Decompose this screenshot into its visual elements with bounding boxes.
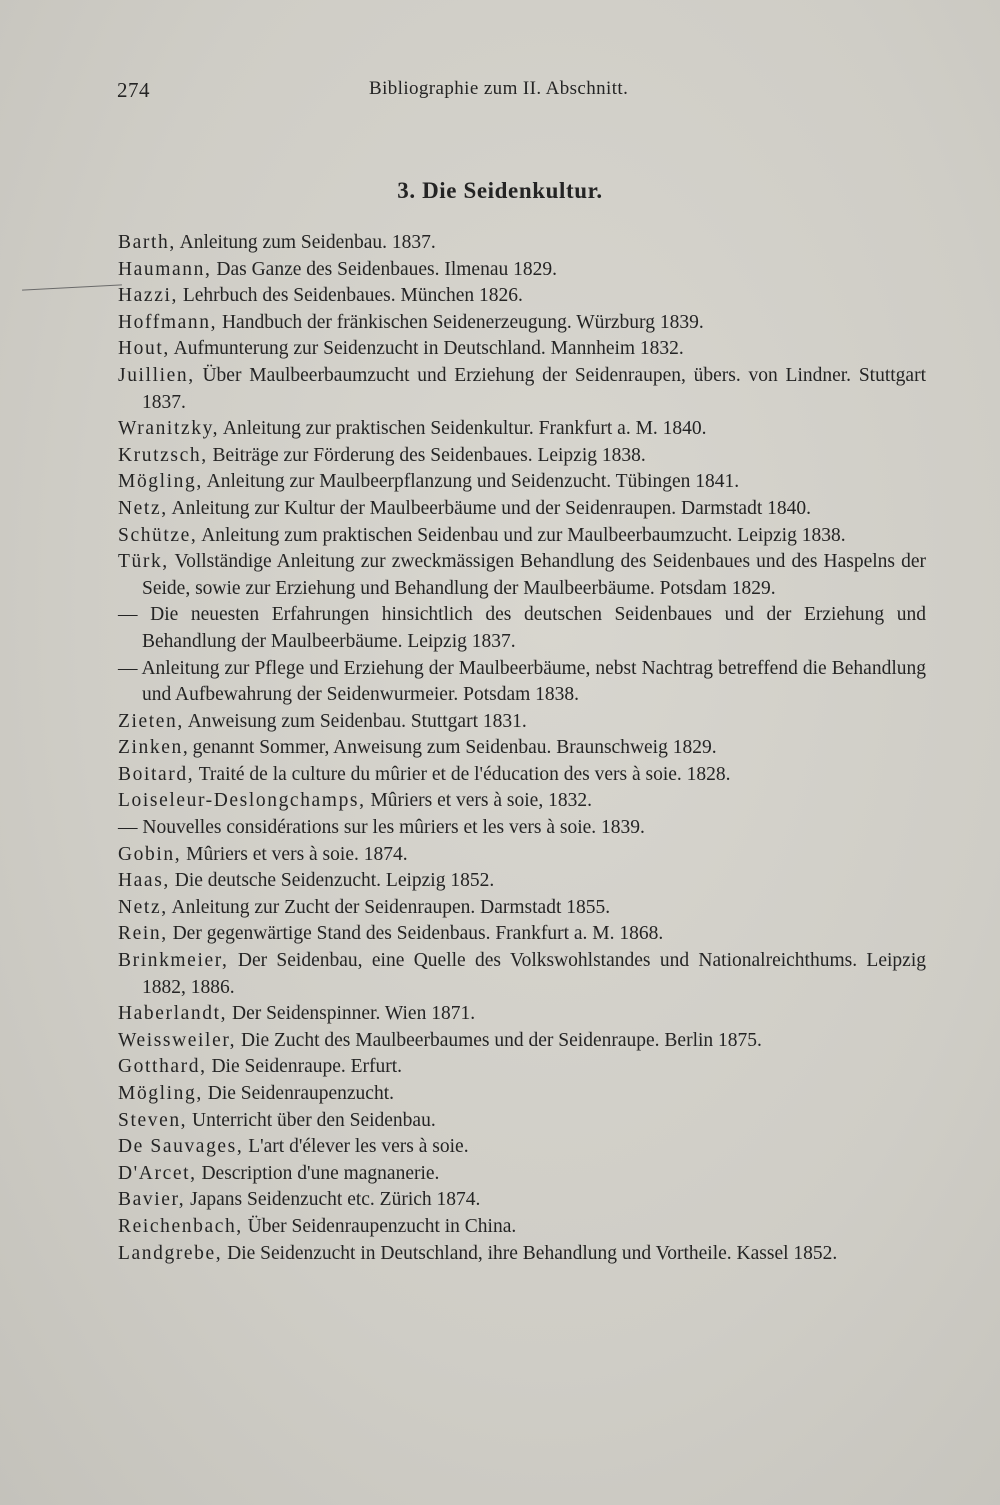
bibliography-entry — [118, 868, 926, 895]
entry-author: Loiseleur-Deslongchamps, — [118, 790, 366, 812]
bibliography-entry — [118, 842, 926, 869]
entry-text: Vollständige Anleitung zur zweckmässigen Behandlung des Seidenbaues und des Haspelns der Seide, sowie zur Erziehung und Behandlung der Maulbeerbäume. Potsdam 1829. — [142, 551, 926, 599]
bibliography-entry — [118, 1187, 926, 1214]
entry-text: Traité de la culture du mûrier et de l'éducation des vers à soie. 1828. — [194, 763, 731, 785]
bibliography-entry — [118, 948, 926, 1001]
bibliography-entry — [118, 283, 926, 310]
entry-text: Anleitung zur Zucht der Seidenraupen. Darmstadt 1855. — [167, 896, 611, 918]
entry-text: Anleitung zur praktischen Seidenkultur. Frankfurt a. M. 1840. — [219, 418, 707, 440]
entry-text: Anleitung zur Maulbeerpflanzung und Seidenzucht. Tübingen 1841. — [202, 471, 740, 493]
bibliography-entry — [118, 416, 926, 443]
entry-author: D'Arcet, — [118, 1162, 197, 1184]
entry-text: Die Seidenzucht in Deutschland, ihre Behandlung und Vortheile. Kassel 1852. — [222, 1242, 838, 1264]
bibliography-entry — [118, 602, 926, 655]
bibliography-entry — [118, 656, 926, 709]
bibliography-entry — [118, 1054, 926, 1081]
bibliography-entry — [118, 363, 926, 416]
bibliography-entry — [118, 469, 926, 496]
entry-author: Mögling, — [118, 1083, 203, 1104]
entry-text: Beiträge zur Förderung des Seidenbaues. Leipzig 1838. — [207, 444, 646, 466]
bibliography-entry — [118, 709, 926, 736]
entry-text: — Anleitung zur Pflege und Erziehung der Maulbeerbäume, nebst Nachtrag betreffend die Behandlung und Aufbewahrung der Seidenwurmeier. Potsdam 1838. — [118, 657, 926, 706]
bibliography-entry — [118, 735, 926, 762]
entry-text: Mûriers et vers à soie, 1832. — [365, 790, 592, 812]
entry-text: Über Maulbeerbaumzucht und Erziehung der Seidenraupen, übers. von Lindner. Stuttgart 1837. — [142, 364, 926, 413]
entry-author: Gobin, — [118, 843, 182, 865]
entry-text: Anweisung zum Seidenbau. Stuttgart 1831. — [183, 710, 527, 732]
bibliography-entry — [118, 257, 926, 284]
bibliography-entry — [118, 895, 926, 922]
entry-text: Die Seidenraupenzucht. — [202, 1083, 394, 1104]
bibliography-entry — [118, 549, 926, 602]
section-title: 3. Die Seidenkultur. — [397, 178, 603, 203]
bibliography-entry — [118, 788, 926, 815]
entry-author: Hazzi, — [118, 285, 178, 307]
entry-text: Der gegenwärtige Stand des Seidenbaus. Frankfurt a. M. 1868. — [167, 923, 664, 945]
entry-author: Boitard, — [118, 763, 195, 785]
entry-text: — Nouvelles considérations sur les mûriers et les vers à soie. 1839. — [118, 817, 645, 839]
bibliography-entry — [118, 1161, 926, 1188]
entry-author: Reichenbach, — [118, 1215, 243, 1237]
entry-text: Mûriers et vers à soie. 1874. — [181, 843, 408, 865]
entry-text: Unterricht über den Seidenbau. — [187, 1109, 436, 1131]
bibliography-entry — [118, 523, 926, 550]
entry-author: Barth, — [118, 232, 176, 253]
bibliography-entry — [118, 1108, 926, 1135]
entry-text: Anleitung zur Kultur der Maulbeerbäume und der Seidenraupen. Darmstadt 1840. — [167, 497, 812, 519]
entry-author: Weissweiler, — [118, 1029, 237, 1051]
entry-author: Steven, — [118, 1109, 188, 1131]
entry-author: De Sauvages, — [118, 1136, 244, 1158]
entry-text: — Die neuesten Erfahrungen hinsichtlich des deutschen Seidenbaues und der Erziehung und Behandlung der Maulbeerbäume. Leipzig 1837. — [118, 604, 926, 652]
bibliography-entry — [118, 1241, 926, 1268]
page-number: 274 — [117, 78, 150, 102]
entry-author: Haberlandt, — [118, 1003, 228, 1025]
bibliography-entry — [118, 1001, 926, 1028]
entry-author: Zieten, — [118, 710, 184, 732]
entry-author: Haumann, — [118, 258, 212, 280]
entry-text: Die deutsche Seidenzucht. Leipzig 1852. — [169, 870, 495, 892]
running-head: Bibliographie zum II. Abschnitt. — [369, 78, 629, 99]
bibliography-entry — [118, 443, 926, 470]
entry-text: Die Seidenraupe. Erfurt. — [206, 1056, 403, 1078]
entry-text: Lehrbuch des Seidenbaues. München 1826. — [177, 285, 523, 307]
bibliography-entry — [118, 921, 926, 948]
entry-text: Description d'une magnanerie. — [196, 1162, 440, 1184]
entry-author: Krutzsch, — [118, 444, 208, 466]
entry-text: Der Seidenspinner. Wien 1871. — [227, 1003, 476, 1025]
entry-author: Netz, — [118, 896, 168, 918]
entry-text: Der Seidenbau, eine Quelle des Volkswohlstandes und Nationalreichthums. Leipzig 1882, 1886. — [142, 950, 926, 998]
entry-author: Brinkmeier, — [118, 950, 229, 972]
entry-author: Wranitzky, — [118, 418, 220, 440]
entry-author: Rein, — [118, 923, 168, 945]
entry-author: Türk, — [118, 551, 169, 573]
entry-text: L'art d'élever les vers à soie. — [243, 1136, 469, 1158]
bibliography-entry — [118, 815, 926, 842]
bibliography-entry — [118, 1028, 926, 1055]
entry-text: Anleitung zum Seidenbau. 1837. — [175, 232, 436, 253]
entry-author: Gotthard, — [118, 1056, 207, 1078]
bibliography-entry — [118, 496, 926, 523]
entry-author: Netz, — [118, 497, 168, 519]
bibliography-entry — [118, 1214, 926, 1241]
entry-author: Hout, — [118, 338, 170, 360]
bibliography-entry — [118, 762, 926, 789]
entry-text: , genannt Sommer, Anweisung zum Seidenbau. Braunschweig 1829. — [182, 737, 717, 759]
entry-author: Schütze, — [118, 524, 198, 546]
margin-pencil-mark — [22, 284, 122, 290]
entry-text: Handbuch der fränkischen Seidenerzeugung. Würzburg 1839. — [217, 311, 704, 333]
bibliography-list — [118, 230, 926, 1267]
page-header — [117, 78, 907, 108]
entry-text: Anleitung zum praktischen Seidenbau und zur Maulbeerbaumzucht. Leipzig 1838. — [197, 524, 846, 546]
bibliography-entry — [118, 336, 926, 363]
entry-text: Japans Seidenzucht etc. Zürich 1874. — [185, 1189, 481, 1211]
bibliography-entry — [118, 230, 926, 257]
entry-text: Über Seidenraupenzucht in China. — [242, 1215, 517, 1237]
entry-author: Hoffmann, — [118, 311, 218, 333]
entry-text: Das Ganze des Seidenbaues. Ilmenau 1829. — [211, 258, 557, 280]
bibliography-entry — [118, 1081, 926, 1108]
entry-text: Die Zucht des Maulbeerbaumes und der Seidenraupe. Berlin 1875. — [236, 1029, 762, 1051]
entry-author: Juillien, — [118, 364, 195, 386]
entry-author: Mögling, — [118, 471, 203, 493]
entry-author: Landgrebe, — [118, 1242, 223, 1264]
entry-text: Aufmunterung zur Seidenzucht in Deutschland. Mannheim 1832. — [169, 338, 684, 360]
entry-author: Zinken — [118, 737, 183, 759]
entry-author: Haas, — [118, 870, 170, 892]
entry-author: Bavier, — [118, 1189, 186, 1211]
bibliography-entry — [118, 310, 926, 337]
bibliography-entry — [118, 1134, 926, 1161]
